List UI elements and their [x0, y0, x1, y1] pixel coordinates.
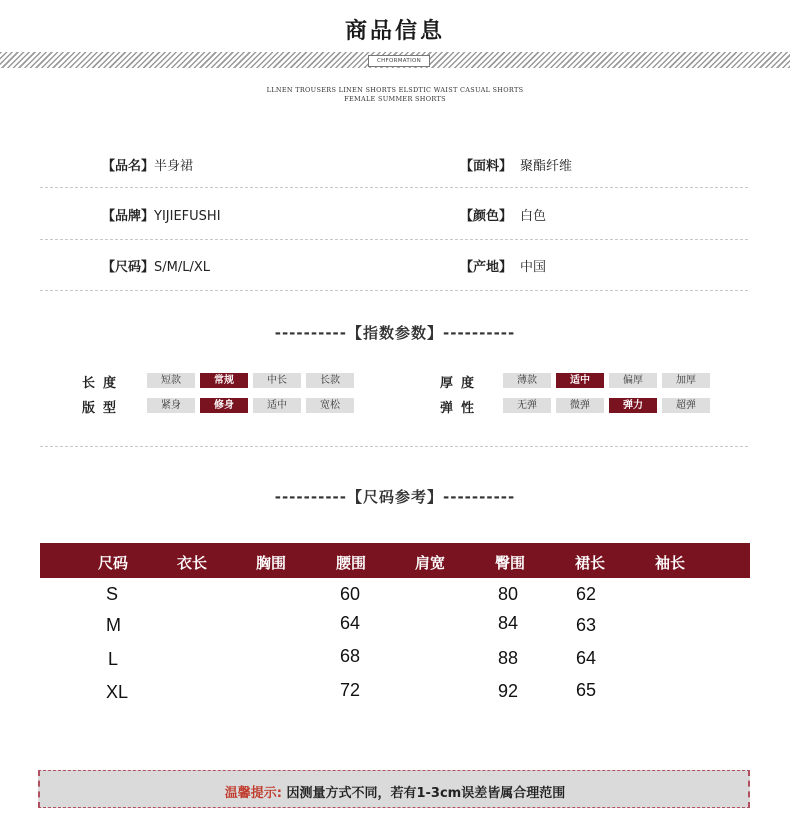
info-name	[102, 155, 193, 174]
row-waist: 72	[340, 680, 361, 700]
elastic-option: 超弹	[662, 398, 710, 413]
info-origin-key: 【产地】	[460, 260, 513, 275]
info-color	[460, 205, 546, 224]
length-option: 短款	[147, 373, 195, 388]
info-brand-value: YIJIEFUSHI	[154, 209, 221, 224]
notice-body: 因测量方式不同，若有1-3cm误差皆属合理范围	[286, 786, 566, 801]
info-brand-key: 【品牌】	[102, 209, 155, 224]
fit-option-selected: 修身	[200, 398, 248, 413]
row-size: L	[108, 649, 119, 669]
length-option: 长款	[306, 373, 354, 388]
size-table-header	[40, 543, 750, 578]
info-origin-value: 中国	[520, 260, 547, 275]
col-header-chest: 胸围	[256, 554, 287, 572]
info-name-key: 【品名】	[102, 159, 155, 174]
elastic-option: 微弹	[556, 398, 604, 413]
thickness-option: 加厚	[662, 373, 710, 388]
col-header-size: 尺码	[98, 554, 129, 572]
row-waist: 60	[340, 584, 361, 604]
row-waist: 64	[340, 613, 361, 633]
length-option-selected: 常规	[200, 373, 248, 388]
elastic-option: 无弹	[503, 398, 551, 413]
info-size	[102, 256, 210, 275]
row-waist: 68	[340, 646, 361, 666]
info-size-value: S/M/L/XL	[154, 260, 211, 275]
dotted-divider	[40, 290, 748, 291]
info-name-value: 半身裙	[154, 159, 194, 174]
notice-label: 温馨提示:	[224, 786, 282, 801]
row-skirt-length: 63	[576, 615, 597, 635]
row-hip: 84	[498, 613, 519, 633]
col-header-skirt-length: 裙长	[575, 554, 606, 572]
subtitle-line-2: FEMALE SUMMER SHORTS	[344, 95, 446, 103]
page-title: 商品信息	[344, 18, 445, 44]
row-hip: 80	[498, 584, 519, 604]
subtitle-line-1: LLNEN TROUSERS LINEN SHORTS ELSDTIC WAIST CASUAL SHORTS	[266, 86, 524, 94]
row-hip: 92	[498, 681, 519, 701]
col-header-hip: 臀围	[495, 554, 526, 572]
info-color-key: 【颜色】	[460, 209, 513, 224]
info-fabric	[460, 155, 572, 174]
dotted-divider	[40, 239, 748, 240]
thickness-option-selected: 适中	[556, 373, 604, 388]
notice-text	[0, 782, 790, 801]
thickness-option: 偏厚	[609, 373, 657, 388]
info-origin	[460, 256, 546, 275]
info-size-key: 【尺码】	[102, 260, 155, 275]
banner-label: CHFORMATION	[368, 55, 430, 67]
elastic-label: 弹性	[440, 401, 483, 416]
col-header-shoulder: 肩宽	[415, 554, 446, 572]
elastic-option-selected: 弹力	[609, 398, 657, 413]
row-skirt-length: 62	[576, 584, 597, 604]
row-size: S	[106, 584, 119, 604]
fit-option: 宽松	[306, 398, 354, 413]
params-heading: ----------【指数参数】----------	[274, 324, 516, 342]
thickness-label: 厚度	[440, 376, 483, 391]
col-header-length: 衣长	[177, 554, 208, 572]
dotted-divider	[40, 446, 748, 447]
row-skirt-length: 65	[576, 680, 597, 700]
dotted-divider	[40, 187, 748, 188]
row-size: XL	[106, 682, 129, 702]
info-fabric-key: 【面料】	[460, 159, 513, 174]
info-color-value: 白色	[520, 209, 547, 224]
thickness-option: 薄款	[503, 373, 551, 388]
length-label: 长度	[82, 376, 125, 391]
info-brand	[102, 205, 221, 224]
col-header-waist: 腰围	[336, 554, 367, 572]
english-subtitle	[0, 86, 790, 104]
size-heading: ----------【尺码参考】----------	[274, 488, 516, 506]
length-option: 中长	[253, 373, 301, 388]
fit-option: 紧身	[147, 398, 195, 413]
row-size: M	[106, 615, 121, 635]
col-header-sleeve: 袖长	[655, 554, 686, 572]
fit-label: 版型	[82, 401, 125, 416]
row-hip: 88	[498, 648, 519, 668]
fit-option: 适中	[253, 398, 301, 413]
row-skirt-length: 64	[576, 648, 597, 668]
info-fabric-value: 聚酯纤维	[520, 159, 573, 174]
